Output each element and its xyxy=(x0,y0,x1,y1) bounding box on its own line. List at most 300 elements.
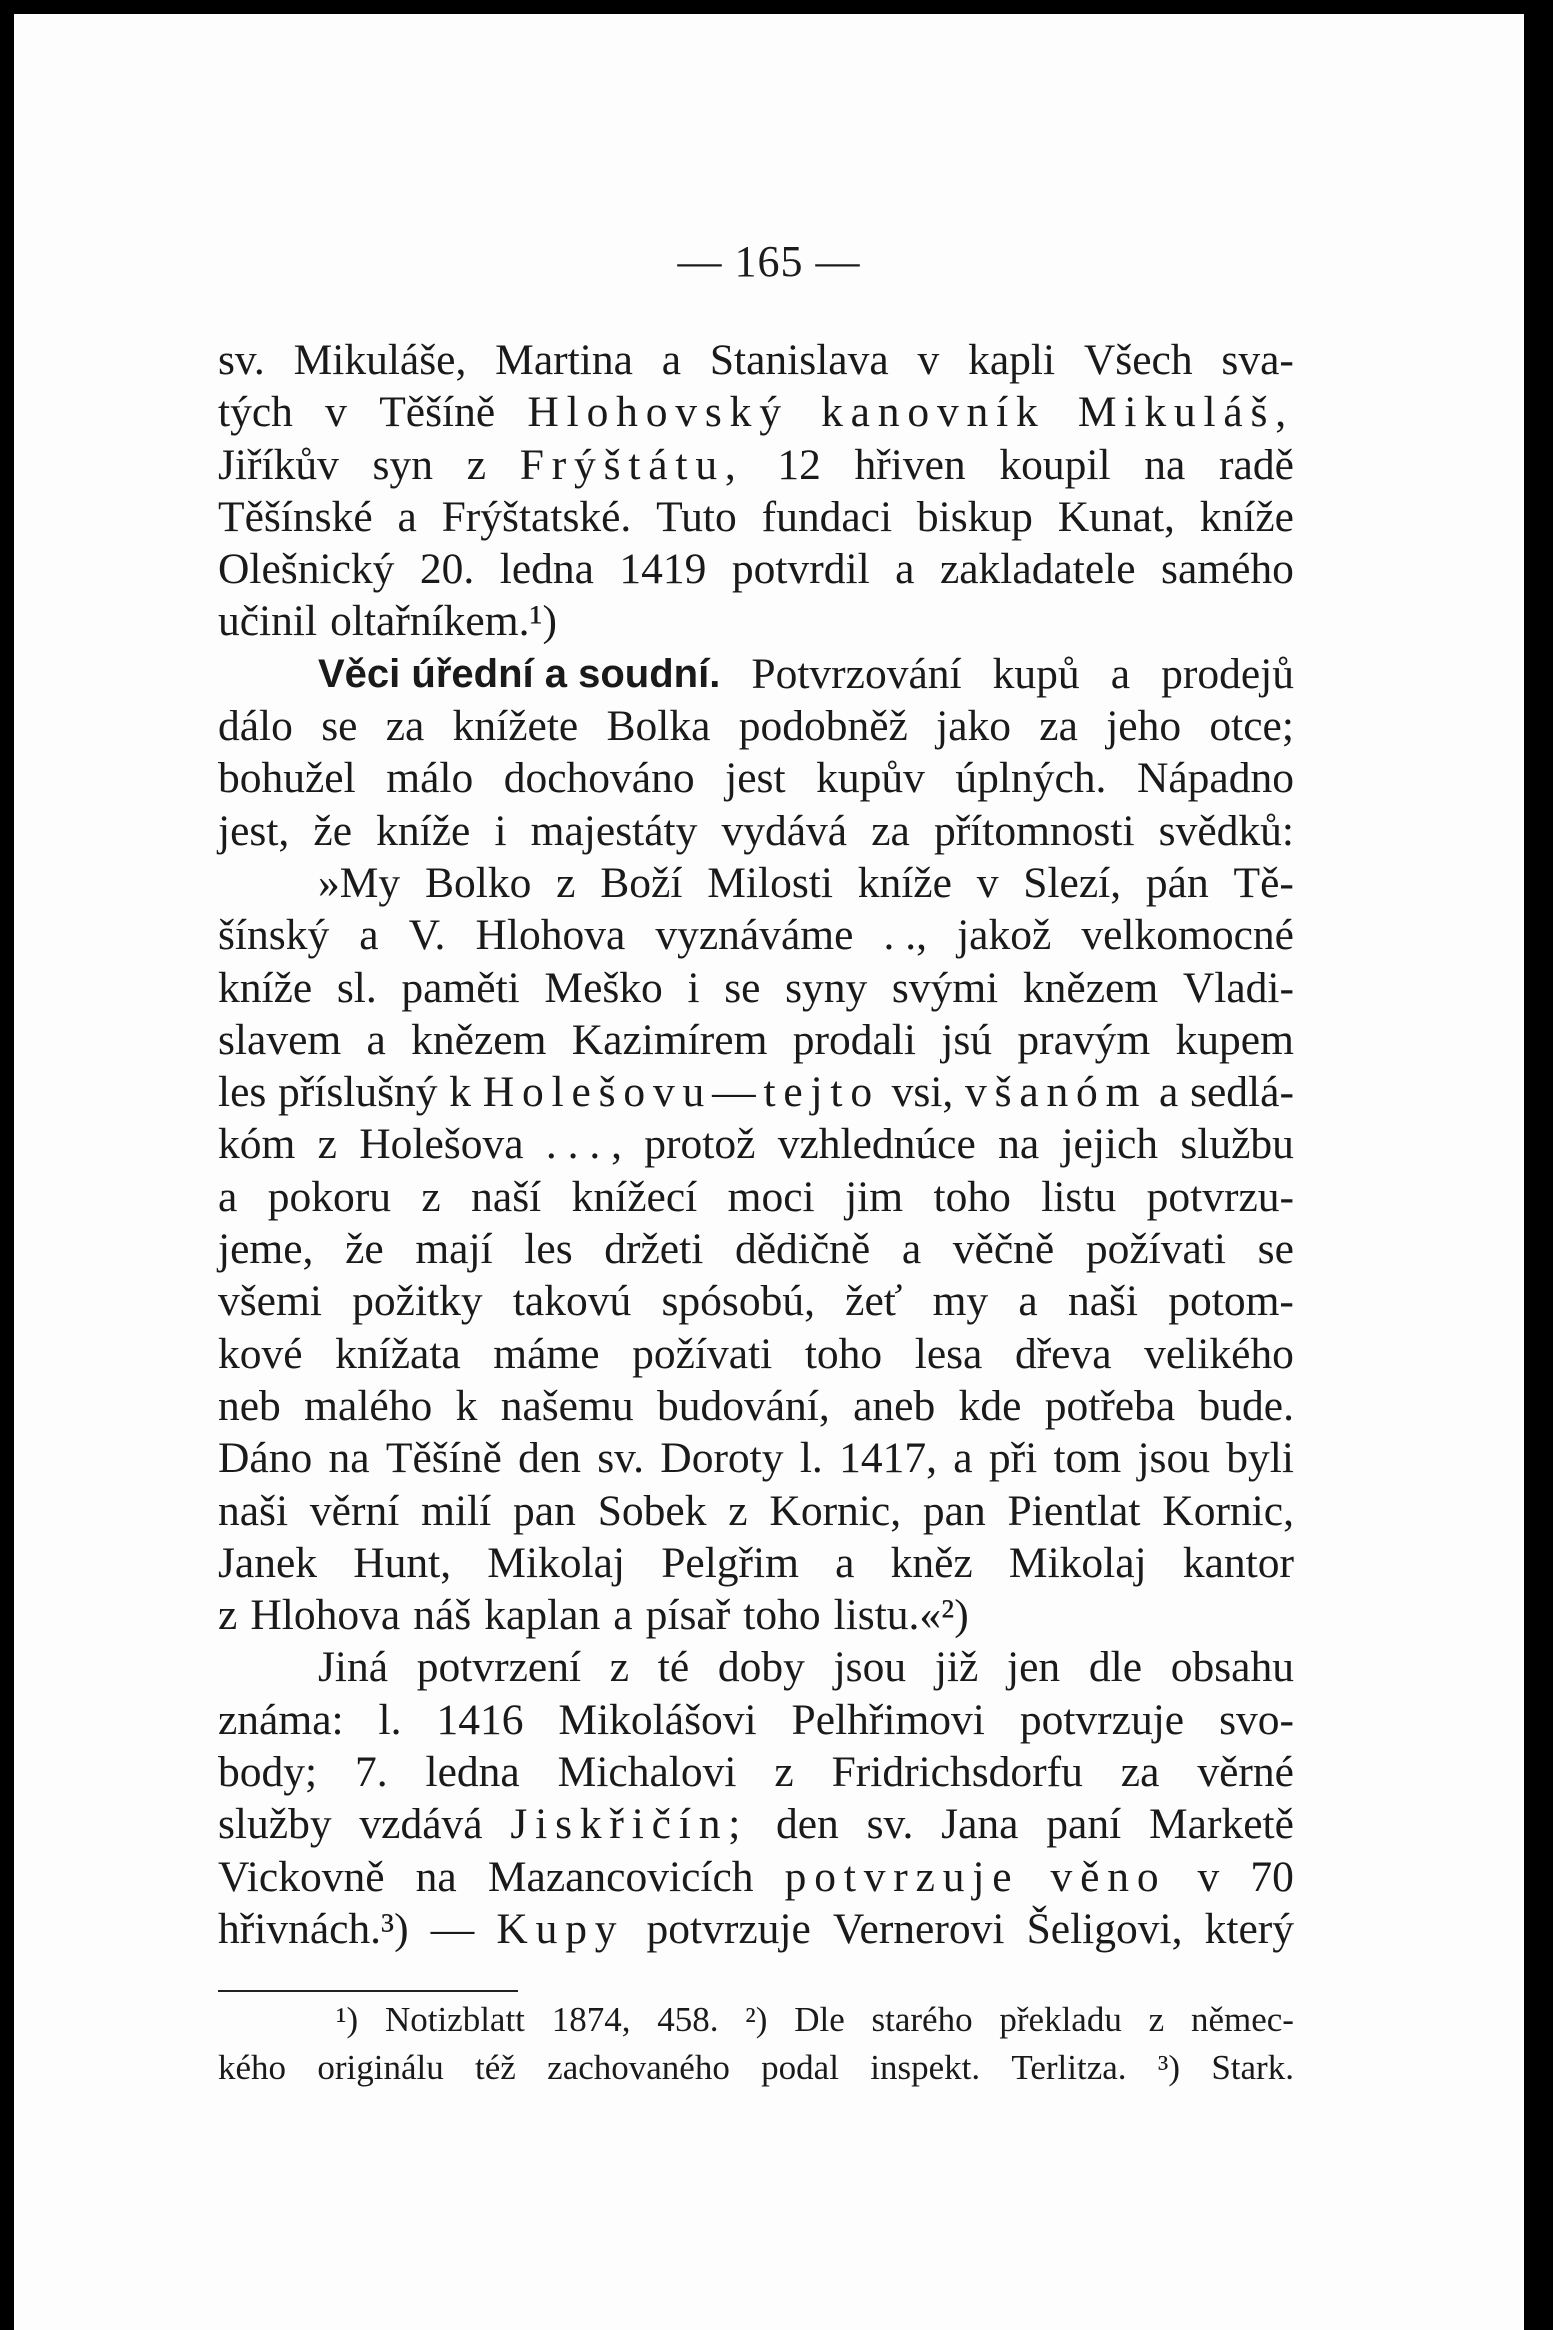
word: biskup xyxy=(916,492,1033,541)
footnote-word: ²) xyxy=(745,2000,768,2039)
footnote-word: kého xyxy=(218,2048,287,2087)
word: věrné xyxy=(1197,1748,1294,1797)
word: les xyxy=(218,1068,267,1117)
text-line xyxy=(218,1746,1294,1798)
word: za xyxy=(1120,1748,1160,1797)
text-line xyxy=(218,857,1294,909)
word: kněz xyxy=(890,1538,973,1587)
word: jest xyxy=(725,754,786,803)
word: že xyxy=(345,1225,384,1274)
word: kupem xyxy=(1175,1015,1294,1064)
word: Tuto xyxy=(656,492,737,541)
word: který xyxy=(1204,1904,1294,1953)
word: bude. xyxy=(1198,1381,1294,1430)
word: paměti xyxy=(401,963,520,1012)
word: máme xyxy=(493,1329,600,1378)
word: 1419 xyxy=(619,545,707,594)
word: málo xyxy=(386,754,474,803)
footnote-word: Terlitza. xyxy=(1011,2048,1127,2087)
word: sl. xyxy=(336,963,377,1012)
word: jsou xyxy=(1137,1434,1210,1483)
word: na xyxy=(998,1120,1040,1169)
word: potvrdil xyxy=(731,545,870,594)
word: 7. xyxy=(355,1748,388,1797)
word: knížete xyxy=(452,702,579,751)
word: a xyxy=(397,492,417,541)
word: a xyxy=(1159,1068,1179,1117)
word: a xyxy=(1110,649,1131,698)
word: kde xyxy=(958,1381,1022,1430)
word: dle xyxy=(1088,1643,1143,1692)
word: Pientlat xyxy=(1007,1486,1141,1535)
word: Fridrichsdorfu xyxy=(831,1748,1083,1797)
word: Michalovi xyxy=(557,1748,737,1797)
word: potvrzu- xyxy=(1146,1172,1294,1221)
text-line xyxy=(218,752,1294,804)
word: kapli xyxy=(968,336,1056,384)
word: 20. xyxy=(419,545,475,594)
word: věčně xyxy=(952,1225,1055,1274)
word: Jana xyxy=(941,1800,1019,1849)
text-line xyxy=(218,1171,1294,1223)
word: na xyxy=(328,1434,370,1483)
word: Mikolaj xyxy=(487,1538,626,1587)
word: kové xyxy=(218,1329,303,1378)
footnote-word: 458. xyxy=(657,2000,719,2039)
word: spósobú, xyxy=(661,1277,815,1326)
word: úplných. xyxy=(955,754,1107,803)
word: Olešnický xyxy=(218,545,395,594)
word: a xyxy=(613,1591,633,1640)
word: takovú xyxy=(512,1277,632,1326)
word: svo- xyxy=(1219,1695,1294,1744)
word: hřiven xyxy=(854,440,966,489)
word: »My xyxy=(318,858,401,907)
text-line xyxy=(218,1589,1294,1641)
text-line xyxy=(218,1903,1294,1955)
word: Mikolášovi xyxy=(558,1695,757,1744)
text-line xyxy=(218,1432,1294,1484)
text-line xyxy=(218,1066,1294,1118)
word: v xyxy=(1197,1852,1220,1901)
word: toho xyxy=(804,1329,883,1378)
text-line xyxy=(218,962,1294,1014)
text-line xyxy=(218,648,1294,700)
word: již xyxy=(934,1643,979,1692)
word: tých xyxy=(218,388,293,437)
text-line xyxy=(218,1537,1294,1589)
word: všanóm xyxy=(965,1068,1148,1117)
text-line xyxy=(218,1223,1294,1275)
word: Doroty xyxy=(660,1434,784,1483)
word: a xyxy=(1018,1277,1038,1326)
word: sv. xyxy=(597,1434,644,1483)
word: tom xyxy=(1053,1434,1122,1483)
word: jen xyxy=(1007,1643,1061,1692)
word: jest, xyxy=(218,806,290,855)
word: jsú xyxy=(941,1015,993,1064)
text-line xyxy=(218,1641,1294,1693)
word: Frýštátu, xyxy=(519,440,744,489)
word: l. xyxy=(799,1434,823,1483)
word: Hunt, xyxy=(353,1538,452,1587)
word: vydává xyxy=(721,806,848,855)
word: dřeva xyxy=(1014,1329,1112,1378)
word: my xyxy=(932,1277,989,1326)
word: fundaci xyxy=(761,492,893,541)
text-line xyxy=(218,595,1294,647)
word: že xyxy=(313,806,353,855)
word: Vickovně xyxy=(218,1852,385,1901)
word: paní xyxy=(1046,1800,1122,1849)
word: z xyxy=(774,1748,794,1797)
word: Kornic, xyxy=(1162,1486,1294,1535)
word: Pelhřimovi xyxy=(791,1695,985,1744)
word: držeti xyxy=(604,1225,704,1274)
word: protož xyxy=(644,1120,756,1169)
body-text xyxy=(218,334,1294,1955)
text-line xyxy=(218,1798,1294,1850)
word: Mikuláše, xyxy=(293,336,467,384)
word: prodejů xyxy=(1161,649,1294,698)
footnote-word: originálu xyxy=(317,2048,444,2087)
word: všemi xyxy=(218,1277,322,1326)
text-line xyxy=(218,439,1294,491)
word: učinil xyxy=(218,597,318,646)
word: i xyxy=(494,806,507,855)
word: V. xyxy=(408,911,446,960)
word: z xyxy=(609,1643,630,1692)
word: věrní xyxy=(309,1486,400,1535)
word: Frýštatské. xyxy=(441,492,632,541)
word: Kornic, xyxy=(769,1486,902,1535)
word: sva- xyxy=(1221,336,1294,384)
word: služby xyxy=(218,1800,332,1849)
word: Holešovu—tejto xyxy=(482,1068,880,1117)
word: potvrzuje xyxy=(1019,1695,1185,1744)
word: l. xyxy=(378,1695,402,1744)
text-line xyxy=(218,543,1294,595)
word: jsou xyxy=(833,1643,907,1692)
word: potvrzuje xyxy=(646,1904,811,1953)
word: požitky xyxy=(352,1277,483,1326)
word: 1416 xyxy=(436,1695,524,1744)
word: Potvrzování xyxy=(751,649,962,698)
word: vzhlednúce xyxy=(777,1120,976,1169)
word: přítomnosti xyxy=(933,806,1135,855)
word: pan xyxy=(513,1486,576,1535)
word: kantor xyxy=(1182,1538,1294,1587)
word: se xyxy=(1257,1225,1294,1274)
word: knězem xyxy=(411,1015,547,1064)
word: v xyxy=(917,336,940,384)
text-line xyxy=(218,1380,1294,1432)
text-line xyxy=(218,1328,1294,1380)
word: kupů xyxy=(992,649,1080,698)
word: lesa xyxy=(914,1329,983,1378)
word: potom- xyxy=(1168,1277,1294,1326)
word: listu.«²) xyxy=(833,1591,969,1640)
word: naši xyxy=(218,1486,289,1535)
word: Kunat, xyxy=(1057,492,1175,541)
word: našemu xyxy=(500,1381,634,1430)
word: dědičně xyxy=(734,1225,871,1274)
word: se xyxy=(321,702,358,751)
word: samého xyxy=(1161,545,1294,594)
footnote-word: překladu xyxy=(999,2000,1122,2039)
word: a xyxy=(953,1434,973,1483)
word: Těšínské xyxy=(218,492,373,541)
word: Nápadno xyxy=(1136,754,1294,803)
text-line xyxy=(218,1118,1294,1170)
word: Janek xyxy=(218,1538,318,1587)
text-line xyxy=(218,1275,1294,1327)
word: Tě- xyxy=(1233,858,1294,907)
word: kníže xyxy=(376,806,471,855)
word: Jiskřičín; xyxy=(510,1800,749,1849)
word: listu xyxy=(1041,1172,1117,1221)
footnote-word: z xyxy=(1148,2000,1165,2039)
word: les xyxy=(524,1225,573,1274)
word: Šeligovi, xyxy=(1026,1904,1183,1953)
word: jakož xyxy=(957,911,1052,960)
footnote-word: ³) xyxy=(1157,2048,1180,2087)
word: Dáno xyxy=(218,1434,313,1483)
word: požívati xyxy=(1085,1225,1226,1274)
page-number: — 165 — xyxy=(677,237,861,286)
word: a xyxy=(901,1225,922,1274)
text-line xyxy=(218,805,1294,857)
word: Mazancovicích xyxy=(487,1852,754,1901)
footnote-word: též xyxy=(475,2048,516,2087)
word: a xyxy=(835,1538,855,1587)
word: pan xyxy=(922,1486,986,1535)
word: vzdává xyxy=(359,1800,483,1849)
page-edge-shadow xyxy=(14,14,54,2330)
word: moci xyxy=(727,1172,815,1221)
word: syny xyxy=(785,963,868,1012)
word: syn xyxy=(372,440,433,489)
word: ledna xyxy=(499,545,594,594)
text-line xyxy=(218,1694,1294,1746)
word: jeho xyxy=(1106,702,1182,751)
word: potvrzuje xyxy=(784,1852,1020,1901)
footnote-word: ¹) xyxy=(336,2000,359,2039)
word: věno xyxy=(1050,1852,1167,1901)
word: aneb xyxy=(853,1381,936,1430)
text-line xyxy=(218,1851,1294,1903)
word: z xyxy=(466,440,486,489)
footnote-word: 1874, xyxy=(551,2000,631,2039)
word: na xyxy=(1144,440,1186,489)
word: v xyxy=(976,858,999,907)
word: vyznáváme xyxy=(655,911,854,960)
word: té xyxy=(657,1643,690,1692)
word: Mikolaj xyxy=(1008,1538,1147,1587)
word: svědků: xyxy=(1158,806,1294,855)
footnotes xyxy=(218,1996,1294,2092)
word: Bolka xyxy=(606,702,711,751)
word: a xyxy=(661,336,682,384)
text-line xyxy=(218,334,1294,386)
word: jeme, xyxy=(218,1225,314,1274)
word: Věci úřední a soudní. xyxy=(318,651,721,696)
word: Martina xyxy=(495,336,633,384)
footnote-rule xyxy=(218,1990,518,1992)
footnote-word: podal xyxy=(761,2048,839,2087)
word: . ., xyxy=(883,911,927,960)
word: Těšíně xyxy=(385,1434,502,1483)
word: Pelgřim xyxy=(661,1538,799,1587)
word: budování, xyxy=(656,1381,830,1430)
word: ledna xyxy=(425,1748,520,1797)
word: a xyxy=(366,1015,386,1064)
word: radě xyxy=(1219,440,1294,489)
word: . . . , xyxy=(545,1120,622,1169)
word: sv. xyxy=(866,1800,914,1849)
word: slavem xyxy=(218,1015,342,1064)
word: písař xyxy=(645,1591,731,1640)
word: 12 xyxy=(777,440,821,489)
footnote-word: němec- xyxy=(1190,2000,1294,2039)
word: vsi, xyxy=(891,1068,954,1117)
footnote-line xyxy=(218,2044,1294,2092)
word: otce; xyxy=(1209,702,1294,751)
word: den xyxy=(518,1434,581,1483)
word: Holešova xyxy=(359,1120,524,1169)
word: z xyxy=(218,1591,238,1640)
word: neb xyxy=(218,1381,281,1430)
text-line xyxy=(218,700,1294,752)
text-line xyxy=(218,909,1294,961)
word: velkomocné xyxy=(1081,911,1294,960)
word: k xyxy=(449,1068,472,1117)
word: na xyxy=(415,1852,457,1901)
word: žeť xyxy=(845,1277,903,1326)
word: z xyxy=(728,1486,748,1535)
word: malého xyxy=(304,1381,433,1430)
word: Kupy xyxy=(496,1904,625,1953)
word: jako xyxy=(936,702,1012,751)
word: kníže xyxy=(857,858,952,907)
word: a xyxy=(895,545,915,594)
word: mají xyxy=(415,1225,493,1274)
word: a xyxy=(359,911,379,960)
word: a xyxy=(218,1172,238,1221)
footnote-word: Dle xyxy=(794,2000,845,2039)
footnote-word: inspekt. xyxy=(870,2048,981,2087)
word: knížecí xyxy=(571,1172,698,1221)
word: Hlohova xyxy=(475,911,626,960)
word: k xyxy=(455,1381,478,1430)
word: kníže xyxy=(218,963,313,1012)
word: dálo xyxy=(218,702,293,751)
word: jim xyxy=(845,1172,904,1221)
word: potvrzení xyxy=(416,1643,582,1692)
word: se xyxy=(724,963,761,1012)
word: Sobek xyxy=(597,1486,707,1535)
word: Kazimírem xyxy=(571,1015,768,1064)
word: kaplan xyxy=(484,1591,601,1640)
word: požívati xyxy=(632,1329,773,1378)
word: v xyxy=(325,388,347,437)
word: byli xyxy=(1226,1434,1294,1483)
word: Marketě xyxy=(1149,1800,1294,1849)
word: kupův xyxy=(816,754,925,803)
word: milí xyxy=(421,1486,492,1535)
word: z xyxy=(317,1120,337,1169)
word: známa: xyxy=(218,1695,344,1744)
word: Všech xyxy=(1083,336,1193,384)
word: kóm xyxy=(218,1120,296,1169)
word: z xyxy=(421,1172,441,1221)
word: svými xyxy=(891,963,999,1012)
word: Vladi- xyxy=(1182,963,1294,1012)
word: jejich xyxy=(1061,1120,1159,1169)
word: příslušný xyxy=(278,1068,438,1117)
word: i xyxy=(687,963,700,1012)
word: oltařníkem.¹) xyxy=(330,597,557,646)
word: při xyxy=(988,1434,1038,1483)
word: toho xyxy=(933,1172,1011,1221)
word: den xyxy=(776,1800,839,1849)
text-line xyxy=(218,1485,1294,1537)
word: službu xyxy=(1180,1120,1294,1169)
footnote-word: starého xyxy=(871,2000,973,2039)
word: za xyxy=(871,806,910,855)
word: velikého xyxy=(1144,1329,1294,1378)
word: kníže xyxy=(1199,492,1294,541)
word: za xyxy=(385,702,425,751)
footnote-line xyxy=(218,1996,1294,2044)
word: Boží xyxy=(600,858,683,907)
word: Bolko xyxy=(424,858,532,907)
word: Milosti xyxy=(707,858,833,907)
word: Hlohova xyxy=(250,1591,401,1640)
word: sedlá- xyxy=(1190,1068,1294,1117)
word: zakladatele xyxy=(939,545,1136,594)
word: majestáty xyxy=(530,806,698,855)
word: Těšíně xyxy=(379,388,496,437)
word: pokoru xyxy=(267,1172,391,1221)
word: doby xyxy=(717,1643,805,1692)
word: — xyxy=(430,1904,475,1953)
word: bohužel xyxy=(218,754,356,803)
word: toho xyxy=(743,1591,821,1640)
word: knězem xyxy=(1022,963,1159,1012)
word: obsahu xyxy=(1170,1643,1294,1692)
word: hřivnách.³) xyxy=(218,1904,409,1953)
word: body; xyxy=(218,1748,318,1797)
word: Stanislava xyxy=(709,336,889,384)
text-line xyxy=(218,491,1294,543)
word: Hlohovský xyxy=(527,388,789,437)
word: Jiříkův xyxy=(218,440,339,489)
word: podobněž xyxy=(738,702,908,751)
word: pravým xyxy=(1017,1015,1151,1064)
word: sv. xyxy=(218,336,265,384)
word: Mikuláš, xyxy=(1077,388,1294,437)
footnote-word: zachovaného xyxy=(547,2048,730,2087)
footnote-word: Notizblatt xyxy=(384,2000,525,2039)
word: dochováno xyxy=(503,754,695,803)
word: kanovník xyxy=(821,388,1046,437)
book-page xyxy=(14,14,1524,2330)
word: pán xyxy=(1145,858,1209,907)
word: šínský xyxy=(218,911,330,960)
word: Jiná xyxy=(318,1643,389,1692)
word: 1417, xyxy=(839,1434,937,1483)
